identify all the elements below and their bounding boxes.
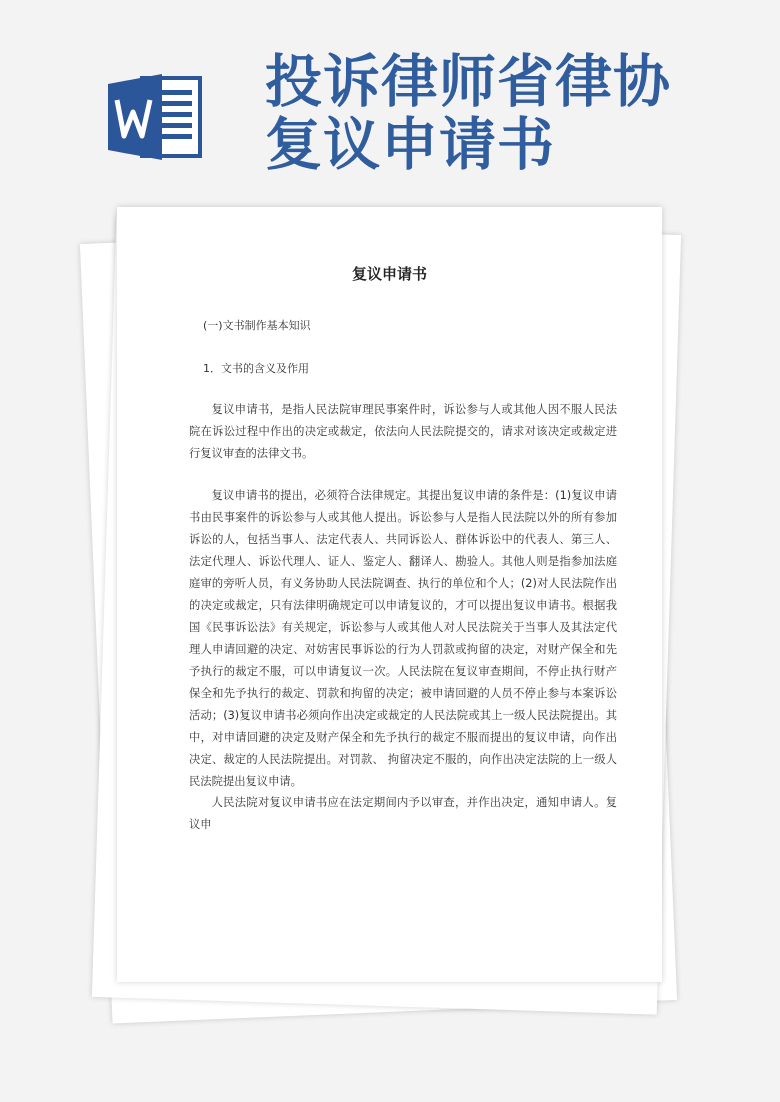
document-title: 复议申请书 xyxy=(351,265,427,283)
section-subheading: 1．文书的含义及作用 xyxy=(203,362,309,375)
paragraph: 复议申请书的提出，必须符合法律规定。其提出复议申请的条件是：(1)复议申请书由民事案件的诉讼参与人或其他人提出。诉讼参与人是指人民法院以外的所有参加诉讼的人，包括当事人、法定代表人、共同诉讼人、群体诉讼中的代表人、第三人、法定代理人、诉讼代理人、证人、鉴定人、翻译人、勘验人。其他人则是指参加法庭庭审的旁听人员，有义务协助人民法院调查、执行的单位和个人；(2)对人民法院作出的决定或裁定，只有法律明确规定可以申请复议的，才可以提出复议申请书。根据我国《民事诉讼法》有关规定，诉讼参与人或其他人对人民法院关于当事人及其法定代理人申请回避的决定、对妨害民事诉讼的行为人罚款或拘留的决定，对财产保全和先予执行的裁定不服，可以申请复议一次。人民法院在复议审查期间，不停止执行财产保全和先予执行的裁定、罚款和拘留的决定；被申请回避的人员不停止参与本案诉讼活动；(3)复议申请书必须向作出决定或裁定的人民法院或其上一级人民法院提出。其中，对申请回避的决定及财产保全和先予执行的裁定不服而提出的复议申请，向作出决定、裁定的人民法院提出。对罚款、 拘留决定不服的，向作出决定法院的上一级人民法院提出复议申请。 xyxy=(189,489,617,788)
word-icon xyxy=(108,72,204,162)
document-page xyxy=(117,207,662,982)
section-heading: (一)文书制作基本知识 xyxy=(203,319,311,332)
paragraph: 复议申请书，是指人民法院审理民事案件时，诉讼参与人或其他人因不服人民法院在诉讼过程中作出的决定或裁定，依法向人民法院提交的，请求对该决定或裁定进行复议审查的法律文书。 xyxy=(189,403,617,460)
paragraph: 人民法院对复议申请书应在法定期间内予以审查，并作出决定，通知申请人。复议申 xyxy=(189,796,617,831)
page-title: 投诉律师省律协复议申请书 xyxy=(265,48,671,178)
header xyxy=(0,0,780,200)
